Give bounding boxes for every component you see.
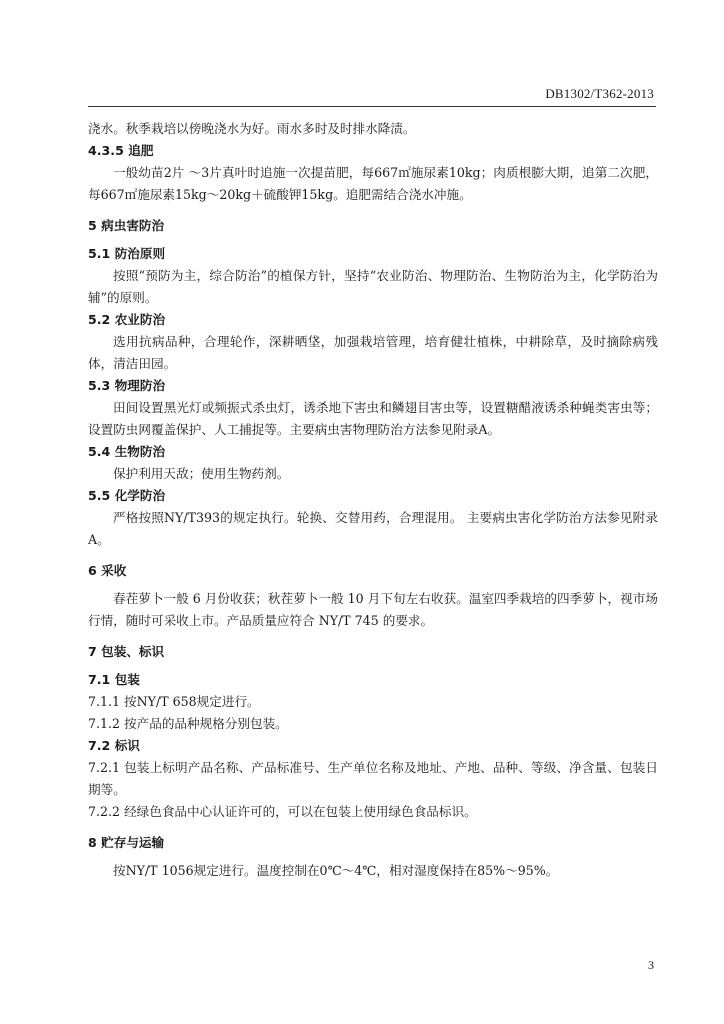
- paragraph: 按NY/T 1056规定进行。温度控制在0℃～4℃，相对湿度保持在85%～95%。: [113, 863, 559, 878]
- subsection-heading: 5.3 物理防治: [88, 378, 166, 393]
- paragraph: 7.2.1 包装上标明产品名称、产品标准号、生产单位名称及地址、产地、品种、等级、净含量、包装日期等。: [88, 760, 658, 797]
- header-divider: [88, 106, 656, 107]
- paragraph: 保护利用天敌；使用生物药剂。: [113, 466, 290, 481]
- section-heading: 5 病虫害防治: [88, 218, 165, 233]
- paragraph: 7.1.1 按NY/T 658规定进行。: [88, 694, 260, 709]
- subsection-heading: 7.1 包装: [88, 672, 140, 687]
- paragraph: 春茬萝卜一般 6 月份收获；秋茬萝卜一般 10 月下旬左右收获。温室四季栽培的四季萝卜，视市场行情，随时可采收上市。产品质量应符合 NY/T 745 的要求。: [88, 591, 658, 628]
- document-code: DB1302/T362-2013: [545, 86, 654, 101]
- paragraph: 田间设置黑光灯或频振式杀虫灯，诱杀地下害虫和鳞翅目害虫等，设置糖醋液诱杀种蝇类害虫等；设置防虫网覆盖保护、人工捕捉等。主要病虫害物理防治方法参见附录A。: [88, 400, 658, 437]
- paragraph: 7.1.2 按产品的品种规格分别包装。: [88, 716, 288, 731]
- subsection-heading: 5.4 生物防治: [88, 444, 166, 459]
- subsection-heading: 7.2 标识: [88, 738, 140, 753]
- paragraph: 7.2.2 经绿色食品中心认证许可的，可以在包装上使用绿色食品标识。: [88, 804, 477, 819]
- subsection-heading: 5.2 农业防治: [88, 312, 166, 327]
- section-heading: 7 包装、标识: [88, 644, 165, 659]
- paragraph: 严格按照NY/T393的规定执行。轮换、交替用药，合理混用。 主要病虫害化学防治方法参见附录A。: [88, 510, 658, 547]
- subsection-heading: 5.1 防治原则: [88, 246, 166, 261]
- subsection-heading: 4.3.5 追肥: [88, 143, 154, 158]
- section-heading: 8 贮存与运输: [88, 835, 165, 850]
- paragraph: 按照“预防为主，综合防治”的植保方针，坚持“农业防治、物理防治、生物防治为主，化学防治为辅”的原则。: [88, 268, 658, 305]
- paragraph: 选用抗病品种，合理轮作，深耕晒垡，加强栽培管理，培育健壮植株，中耕除草，及时摘除病残体，清洁田园。: [88, 334, 658, 371]
- page-number: 3: [648, 958, 654, 972]
- paragraph: 一般幼苗2片 ～3片真叶时追施一次提苗肥，每667㎡施尿素10kg；肉质根膨大期，追第二次肥，每667㎡施尿素15kg～20kg＋硫酸钾15kg。追肥需结合浇水冲施。: [88, 165, 658, 202]
- paragraph: 浇水。秋季栽培以傍晚浇水为好。雨水多时及时排水降渍。: [88, 121, 416, 136]
- section-heading: 6 采收: [88, 563, 127, 578]
- subsection-heading: 5.5 化学防治: [88, 488, 166, 503]
- document-body: [88, 118, 658, 882]
